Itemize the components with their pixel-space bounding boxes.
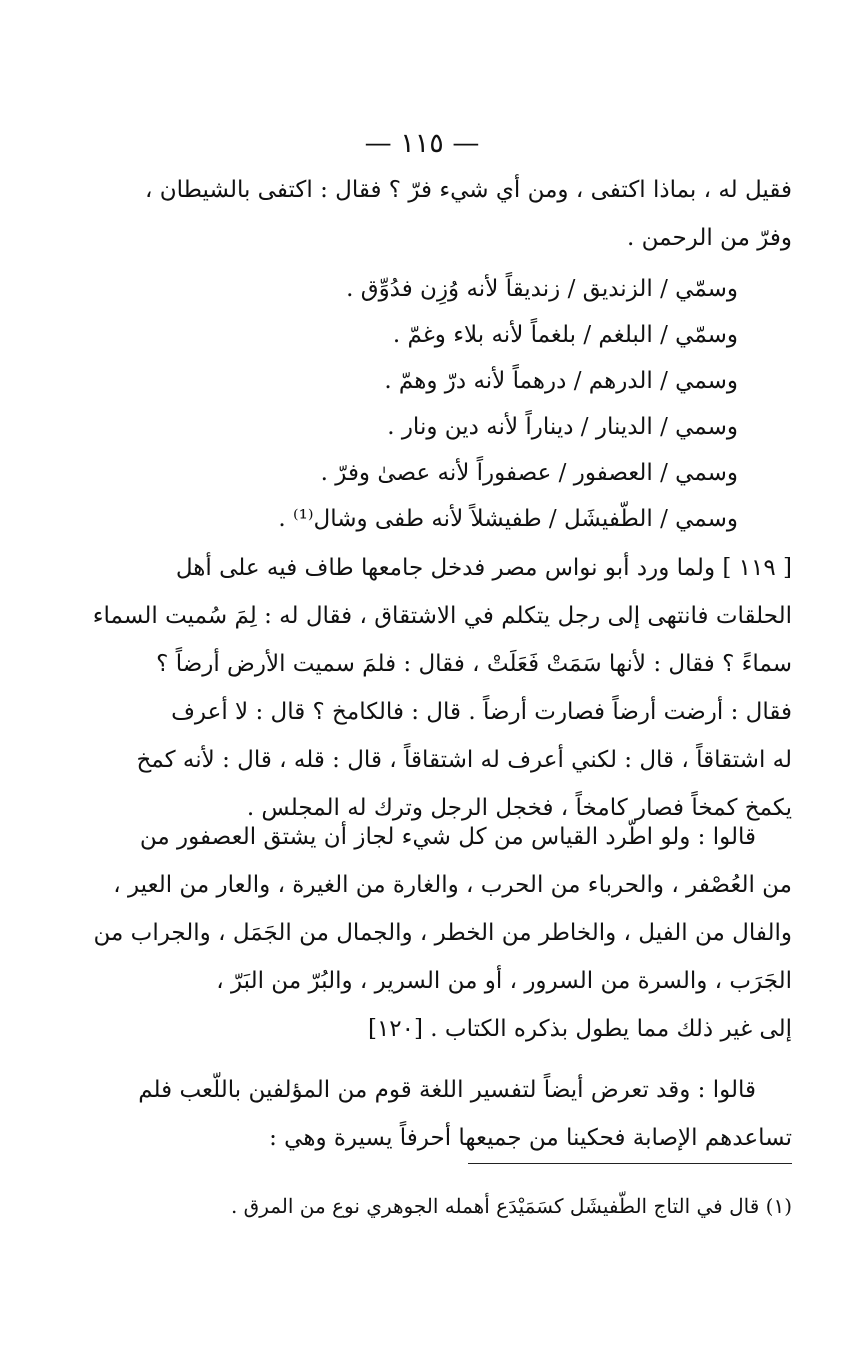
verse-line: وسمي / العصفور / عصفوراً لأنه عصىٰ وفرّ .	[320, 460, 738, 486]
paragraph-line: الحلقات فانتهى إلى رجل يتكلم في الاشتقاق ، فقال له : لِمَ سُميت السماء	[92, 603, 792, 629]
paragraph-line: قالوا : ولو اطّرد القياس من كل شيء لجاز أن يشتق العصفور من	[139, 824, 756, 850]
paragraph-line: يكمخ كمخاً فصار كامخاً ، فخجل الرجل وترك له المجلس .	[246, 795, 792, 821]
paragraph-line: من العُصْفر ، والحرباء من الحرب ، والغارة من الغيرة ، والعار من العير ،	[113, 872, 792, 898]
paragraph-line: سماءً ؟ فقال : لأنها سَمَتْ فَعَلَتْ ، فقال : فلمَ سميت الأرض أرضاً ؟	[156, 651, 792, 677]
paragraph-119	[50, 544, 792, 832]
page-number: — ١١٥ —	[364, 128, 480, 159]
paragraph-line: فقال : أرضت أرضاً فصارت أرضاً . قال : فالكامخ ؟ قال : لا أعرف	[171, 699, 792, 725]
paragraph-line: إلى غير ذلك مما يطول بذكره الكتاب . [١٢٠]	[367, 1016, 792, 1042]
verse-line: وسمّي / البلغم / بلغماً لأنه بلاء وغمّ .	[392, 322, 738, 348]
verse-line: وسمي / الطّفيشَل / طفيشلاً لأنه طفى وشال⁽¹⁾ .	[278, 506, 738, 532]
paragraph-line: [ ١١٩ ] ولما ورد أبو نواس مصر فدخل جامعها طاف فيه على أهل	[175, 555, 792, 581]
paragraph-120	[50, 813, 792, 1053]
paragraph-line: فقيل له ، بماذا اكتفى ، ومن أي شيء فرّ ؟ فقال : اكتفى بالشيطان ،	[145, 177, 792, 203]
etymology-verses	[238, 266, 738, 542]
verse-line: وسمّي / الزنديق / زنديقاً لأنه وُزِن فدُوِّق .	[346, 276, 738, 302]
paragraph-line: تساعدهم الإصابة فحكينا من جميعها أحرفاً يسيرة وهي :	[269, 1125, 792, 1151]
closing-paragraph	[50, 1066, 792, 1162]
opening-paragraph	[50, 166, 792, 262]
footnote-divider	[468, 1163, 792, 1164]
paragraph-line: قالوا : وقد تعرض أيضاً لتفسير اللغة قوم من المؤلفين باللّعب فلم	[138, 1077, 756, 1103]
paragraph-line: الجَرَب ، والسرة من السرور ، أو من السرير ، والبُرّ من البَرّ ،	[216, 968, 792, 994]
paragraph-line: له اشتقاقاً ، قال : لكني أعرف له اشتقاقاً ، قال : قله ، قال : لأنه كمخ	[136, 747, 792, 773]
verse-line: وسمي / الدرهم / درهماً لأنه درّ وهمّ .	[384, 368, 738, 394]
paragraph-line: والفال من الفيل ، والخاطر من الخطر ، والجمال من الجَمَل ، والجراب من	[93, 920, 792, 946]
footnote: (١) قال في التاج الطّفيشَل كسَمَيْدَع أهمله الجوهري نوع من المرق .	[230, 1194, 792, 1218]
paragraph-line: وفرّ من الرحمن .	[627, 225, 792, 251]
verse-line: وسمي / الدينار / ديناراً لأنه دين ونار .	[387, 414, 738, 440]
